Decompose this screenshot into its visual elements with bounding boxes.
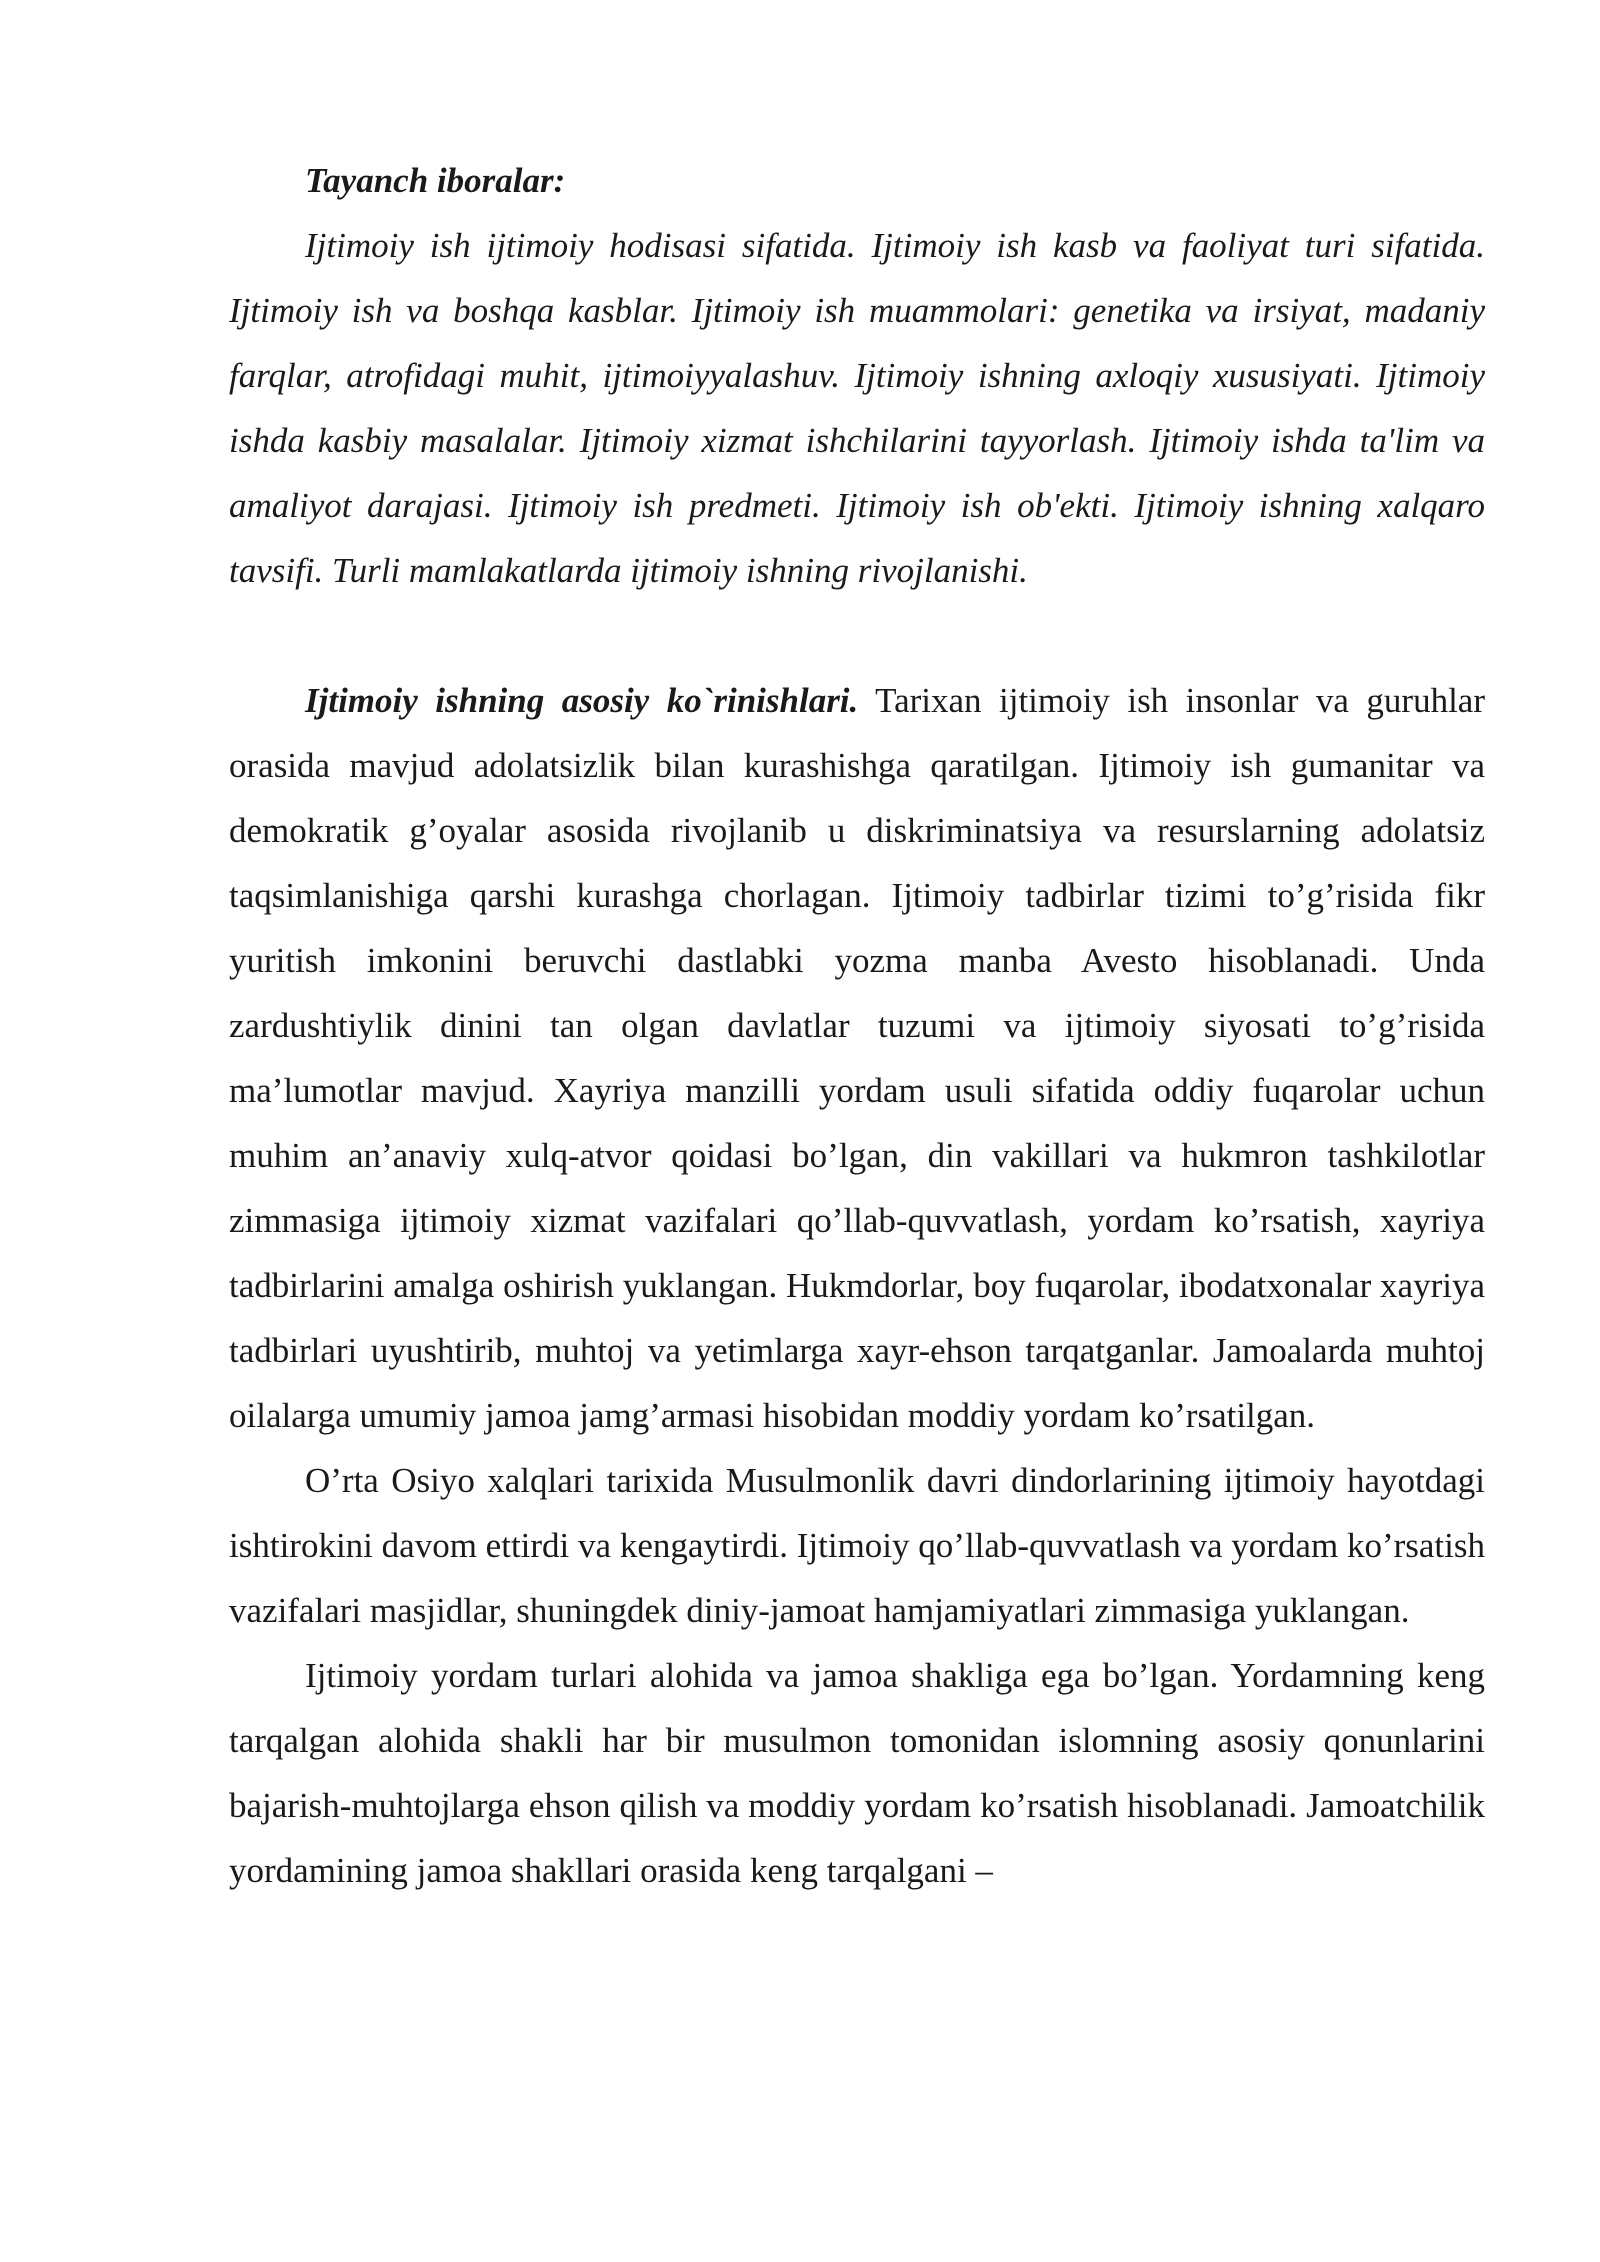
keywords-heading-text: Tayanch iboralar: <box>305 161 566 200</box>
section-lead: Ijtimoiy ishning asosiy ko`rinishlari. <box>305 681 859 720</box>
section-spacer <box>229 603 1485 668</box>
paragraph-2: O’rta Osiyo xalqlari tarixida Musulmonlik davri dindorlarining ijtimoiy hayotdagi ishtirokini davom ettirdi va kengaytirdi. Ijtimoiy qo’llab-quvvatlash va yordam ko’rsatish vazifalari masjidlar, shuningdek diniy-jamoat hamjamiyatlari zimmasiga yuklangan. <box>229 1461 1485 1630</box>
paragraph-3: Ijtimoiy yordam turlari alohida va jamoa shakliga ega bo’lgan. Yordamning keng tarqalgan alohida shakli har bir musulmon tomonidan islomning asosiy qonunlarini bajarish-muhtojlarga ehson qilish va moddiy yordam ko’rsatish hisoblanadi. Jamoatchilik yordamining jamoa shakllari orasida keng tarqalgani – <box>229 1656 1485 1890</box>
paragraph-1 <box>229 668 1485 1448</box>
keywords-heading <box>229 148 1485 213</box>
document-page <box>229 148 1485 1903</box>
paragraph-1-text: Tarixan ijtimoiy ish insonlar va guruhlar orasida mavjud adolatsizlik bilan kurashishga qaratilgan. Ijtimoiy ish gumanitar va demokratik g’oyalar asosida rivojlanib u diskriminatsiya va resurslarning adolatsiz taqsimlanishiga qarshi kurashga chorlagan. Ijtimoiy tadbirlar tizimi to’g’risida fikr yuritish imkonini beruvchi dastlabki yozma manba Avesto hisoblanadi. Unda zardushtiylik dinini tan olgan davlatlar tuzumi va ijtimoiy siyosati to’g’risida ma’lumotlar mavjud. Xayriya manzilli yordam usuli sifatida oddiy fuqarolar uchun muhim an’anaviy xulq-atvor qoidasi bo’lgan, din vakillari va hukmron tashkilotlar zimmasiga ijtimoiy xizmat vazifalari qo’llab-quvvatlash, yordam ko’rsatish, xayriya tadbirlarini amalga oshirish yuklangan. Hukmdorlar, boy fuqarolar, ibodatxonalar xayriya tadbirlari uyushtirib, muhtoj va yetimlarga xayr-ehson tarqatganlar. Jamoalarda muhtoj oilalarga umumiy jamoa jamg’armasi hisobidan moddiy yordam ko’rsatilgan. <box>229 681 1485 1435</box>
keywords-paragraph: Ijtimoiy ish ijtimoiy hodisasi sifatida. Ijtimoiy ish kasb va faoliyat turi sifatida. Ijtimoiy ish va boshqa kasblar. Ijtimoiy ish muammolari: genetika va irsiyat, madaniy farqlar, atrofidagi muhit, ijtimoiyyalashuv. Ijtimoiy ishning axloqiy xususiyati. Ijtimoiy ishda kasbiy masalalar. Ijtimoiy xizmat ishchilarini tayyorlash. Ijtimoiy ishda ta'lim va amaliyot darajasi. Ijtimoiy ish predmeti. Ijtimoiy ish ob'ekti. Ijtimoiy ishning xalqaro tavsifi. Turli mamlakatlarda ijtimoiy ishning rivojlanishi. <box>229 226 1485 590</box>
